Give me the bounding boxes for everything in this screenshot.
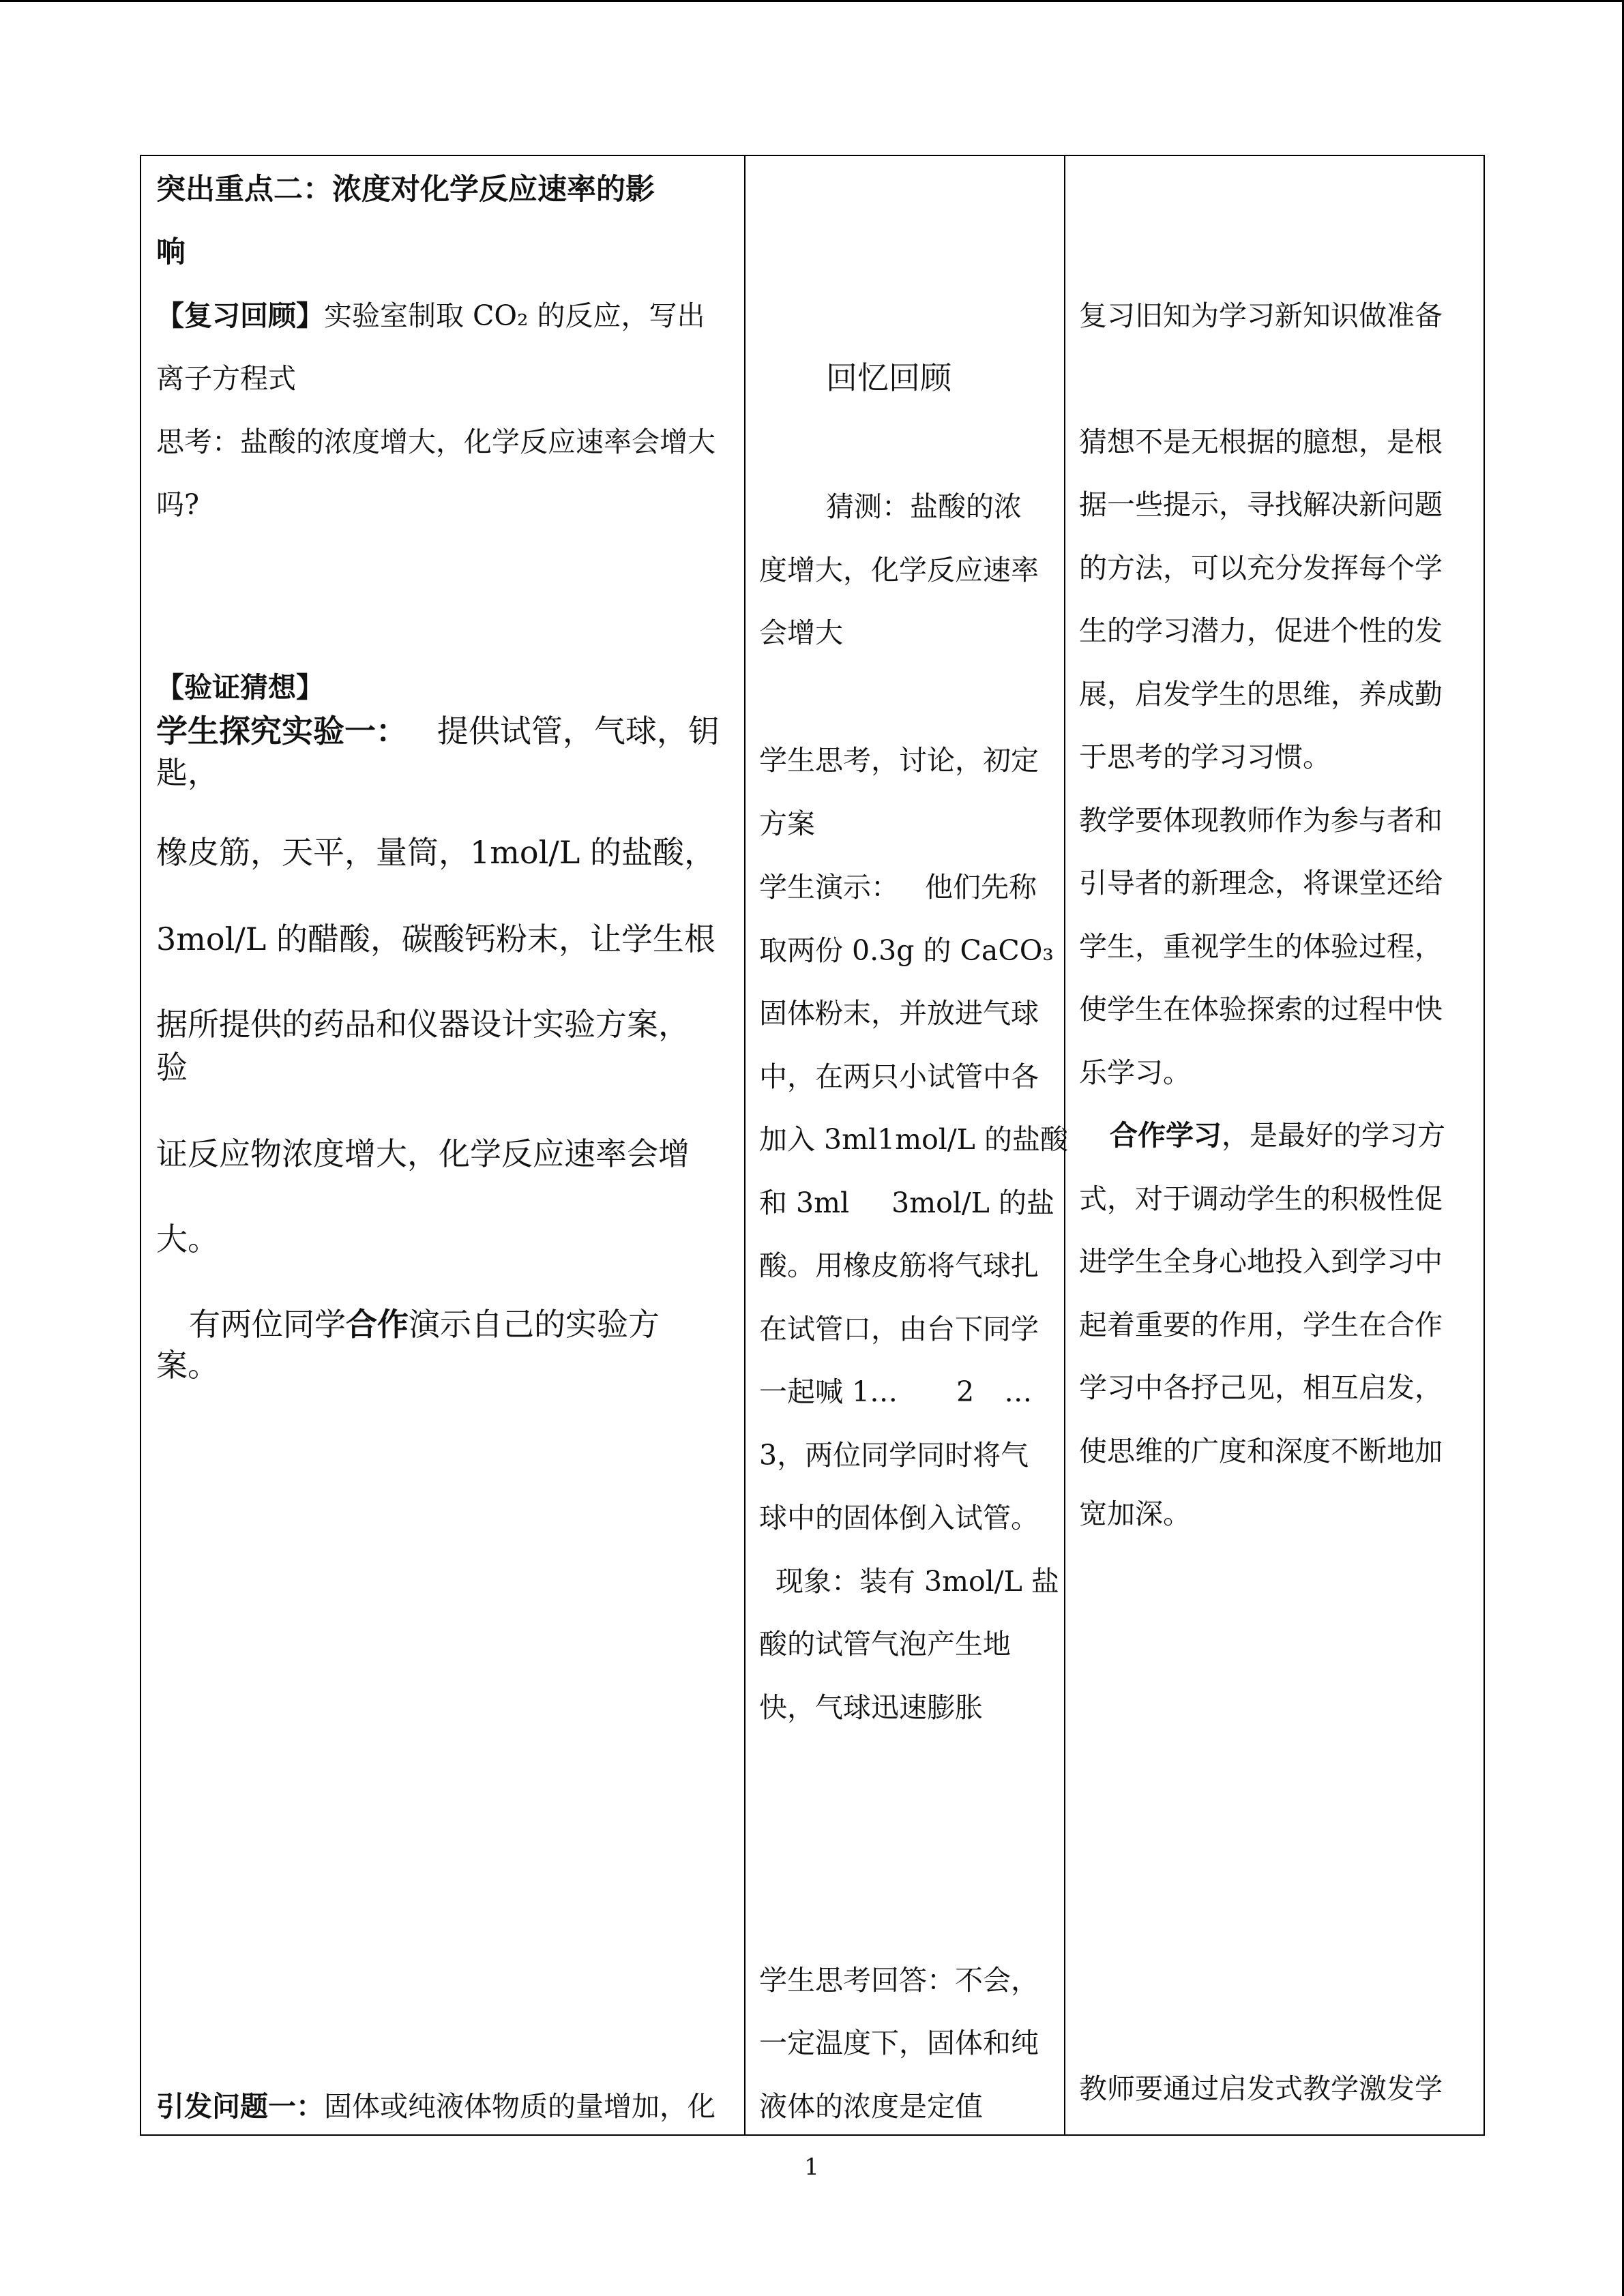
demo-line3: 固体粉末，并放进气球	[759, 997, 1039, 1030]
cooperation-bold: 合作	[346, 1306, 409, 1343]
page-number: 1	[804, 2153, 819, 2181]
demo-line8: 在试管口，由台下同学	[759, 1313, 1039, 1345]
discuss-line2: 方案	[759, 807, 815, 840]
phenomenon-line2: 酸的试管气泡产生地	[759, 1628, 1011, 1660]
experiment-text: 提供试管，气球，钥	[437, 713, 720, 749]
inspire-line1: 教师要通过启发式教学激发学	[1079, 2072, 1443, 2105]
demo-line9-c: …	[1004, 1375, 1033, 1408]
teaching-line1: 教学要体现教师作为参与者和	[1079, 804, 1443, 837]
question1-label: 引发问题一：	[156, 2090, 324, 2123]
page-top-edge	[0, 0, 1624, 2]
coop-purpose-line5: 学习中各抒己见，相互启发，	[1079, 1371, 1443, 1404]
experiment-line2: 匙，	[156, 754, 219, 791]
guess-line2: 度增大，化学反应速率	[759, 554, 1039, 586]
demo-line6	[759, 1187, 1054, 1219]
cooperation-line1	[189, 1305, 660, 1343]
coop-purpose-line7: 宽加深。	[1079, 1497, 1191, 1530]
demo-text: 他们先称	[925, 871, 1037, 904]
cooperation-line2: 案。	[156, 1347, 219, 1384]
guess-purpose-line6: 于思考的学习习惯。	[1079, 741, 1331, 773]
coop-purpose-line2: 式，对于调动学生的积极性促	[1079, 1182, 1443, 1215]
review-text: 实验室制取 CO₂ 的反应，写出	[324, 299, 705, 332]
guess-purpose-line4: 生的学习潜力，促进个性的发	[1079, 614, 1443, 647]
discuss-line1: 学生思考，讨论，初定	[759, 744, 1039, 777]
demo-line9-a: 一起喊 1…	[759, 1375, 898, 1408]
demo-line7: 酸。用橡皮筋将气球扎	[759, 1249, 1039, 1282]
think-line2: 吗?	[156, 488, 199, 521]
demo-line6-b: 3mol/L 的盐	[891, 1187, 1054, 1219]
review-purpose: 复习旧知为学习新知识做准备	[1079, 299, 1443, 332]
phenomenon-line1: 现象：装有 3mol/L 盐	[776, 1565, 1059, 1598]
demo-label: 学生演示：	[759, 871, 899, 904]
review-line2: 离子方程式	[156, 362, 296, 395]
coop-purpose-line3: 进学生全身心地投入到学习中	[1079, 1245, 1443, 1278]
column-divider-1	[744, 156, 745, 2134]
lesson-plan-table	[140, 155, 1485, 2136]
demo-line10: 3，两位同学同时将气	[759, 1439, 1029, 1472]
experiment-line3: 橡皮筋，天平，量筒，1mol/L 的盐酸，	[156, 834, 715, 871]
coop-purpose-label: 合作学习	[1110, 1119, 1222, 1152]
cooperation-pre: 有两位同学	[189, 1306, 346, 1343]
section-heading-line2: 响	[156, 235, 186, 269]
question1-line	[156, 2090, 715, 2123]
guess-line1: 猜测：盐酸的浓	[826, 490, 1022, 523]
coop-purpose-line6: 使思维的广度和深度不断地加	[1079, 1435, 1443, 1467]
demo-line2: 取两份 0.3g 的 CaCO₃	[759, 934, 1054, 967]
coop-purpose-line4: 起着重要的作用，学生在合作	[1079, 1309, 1443, 1341]
section-heading-line1: 突出重点二：浓度对化学反应速率的影	[156, 173, 655, 207]
answer-line1: 学生思考回答：不会，	[759, 1964, 1039, 1997]
experiment-line1	[156, 712, 720, 750]
coop-purpose-line1	[1110, 1119, 1445, 1152]
guess-purpose-line1: 猜想不是无根据的臆想，是根	[1079, 426, 1443, 458]
demo-line9-b: 2	[956, 1375, 975, 1408]
experiment-line4: 3mol/L 的醋酸，碳酸钙粉末，让学生根	[156, 921, 715, 957]
guess-purpose-line2: 据一些提示，寻找解决新问题	[1079, 488, 1443, 521]
demo-line6-a: 和 3ml	[759, 1187, 850, 1219]
demo-line11: 球中的固体倒入试管。	[759, 1502, 1039, 1534]
teaching-line4: 使学生在体验探索的过程中快	[1079, 993, 1443, 1026]
experiment-line7: 证反应物浓度增大，化学反应速率会增	[156, 1135, 690, 1172]
verify-label: 【验证猜想】	[156, 671, 324, 704]
recall-text: 回忆回顾	[826, 359, 951, 396]
answer-line2: 一定温度下，固体和纯	[759, 2027, 1039, 2059]
experiment-label: 学生探究实验一：	[156, 713, 407, 749]
guess-purpose-line3: 的方法，可以充分发挥每个学	[1079, 552, 1443, 584]
review-line1	[156, 299, 705, 332]
demo-line5: 加入 3ml1mol/L 的盐酸	[759, 1123, 1068, 1156]
experiment-line6: 验	[156, 1049, 188, 1086]
teaching-line5: 乐学习。	[1079, 1056, 1191, 1089]
cooperation-post: 演示自己的实验方	[409, 1306, 660, 1343]
experiment-line8: 大。	[156, 1221, 219, 1257]
think-line1: 思考：盐酸的浓度增大，化学反应速率会增大	[156, 426, 715, 458]
answer-line3: 液体的浓度是定值	[759, 2090, 983, 2123]
demo-line1	[759, 871, 1037, 904]
question1-text: 固体或纯液体物质的量增加，化	[324, 2090, 715, 2123]
teaching-line2: 引导者的新理念，将课堂还给	[1079, 867, 1443, 899]
demo-line4: 中，在两只小试管中各	[759, 1060, 1039, 1093]
guess-purpose-line5: 展，启发学生的思维，养成勤	[1079, 678, 1443, 711]
demo-line9	[759, 1375, 1032, 1408]
guess-line3: 会增大	[759, 616, 843, 649]
teaching-line3: 学生，重视学生的体验过程，	[1079, 930, 1443, 963]
review-label: 【复习回顾】	[156, 299, 324, 332]
phenomenon-line3: 快，气球迅速膨胀	[759, 1691, 983, 1724]
experiment-line5: 据所提供的药品和仪器设计实验方案，	[156, 1006, 690, 1043]
coop-purpose-rest: ，是最好的学习方	[1222, 1119, 1445, 1152]
